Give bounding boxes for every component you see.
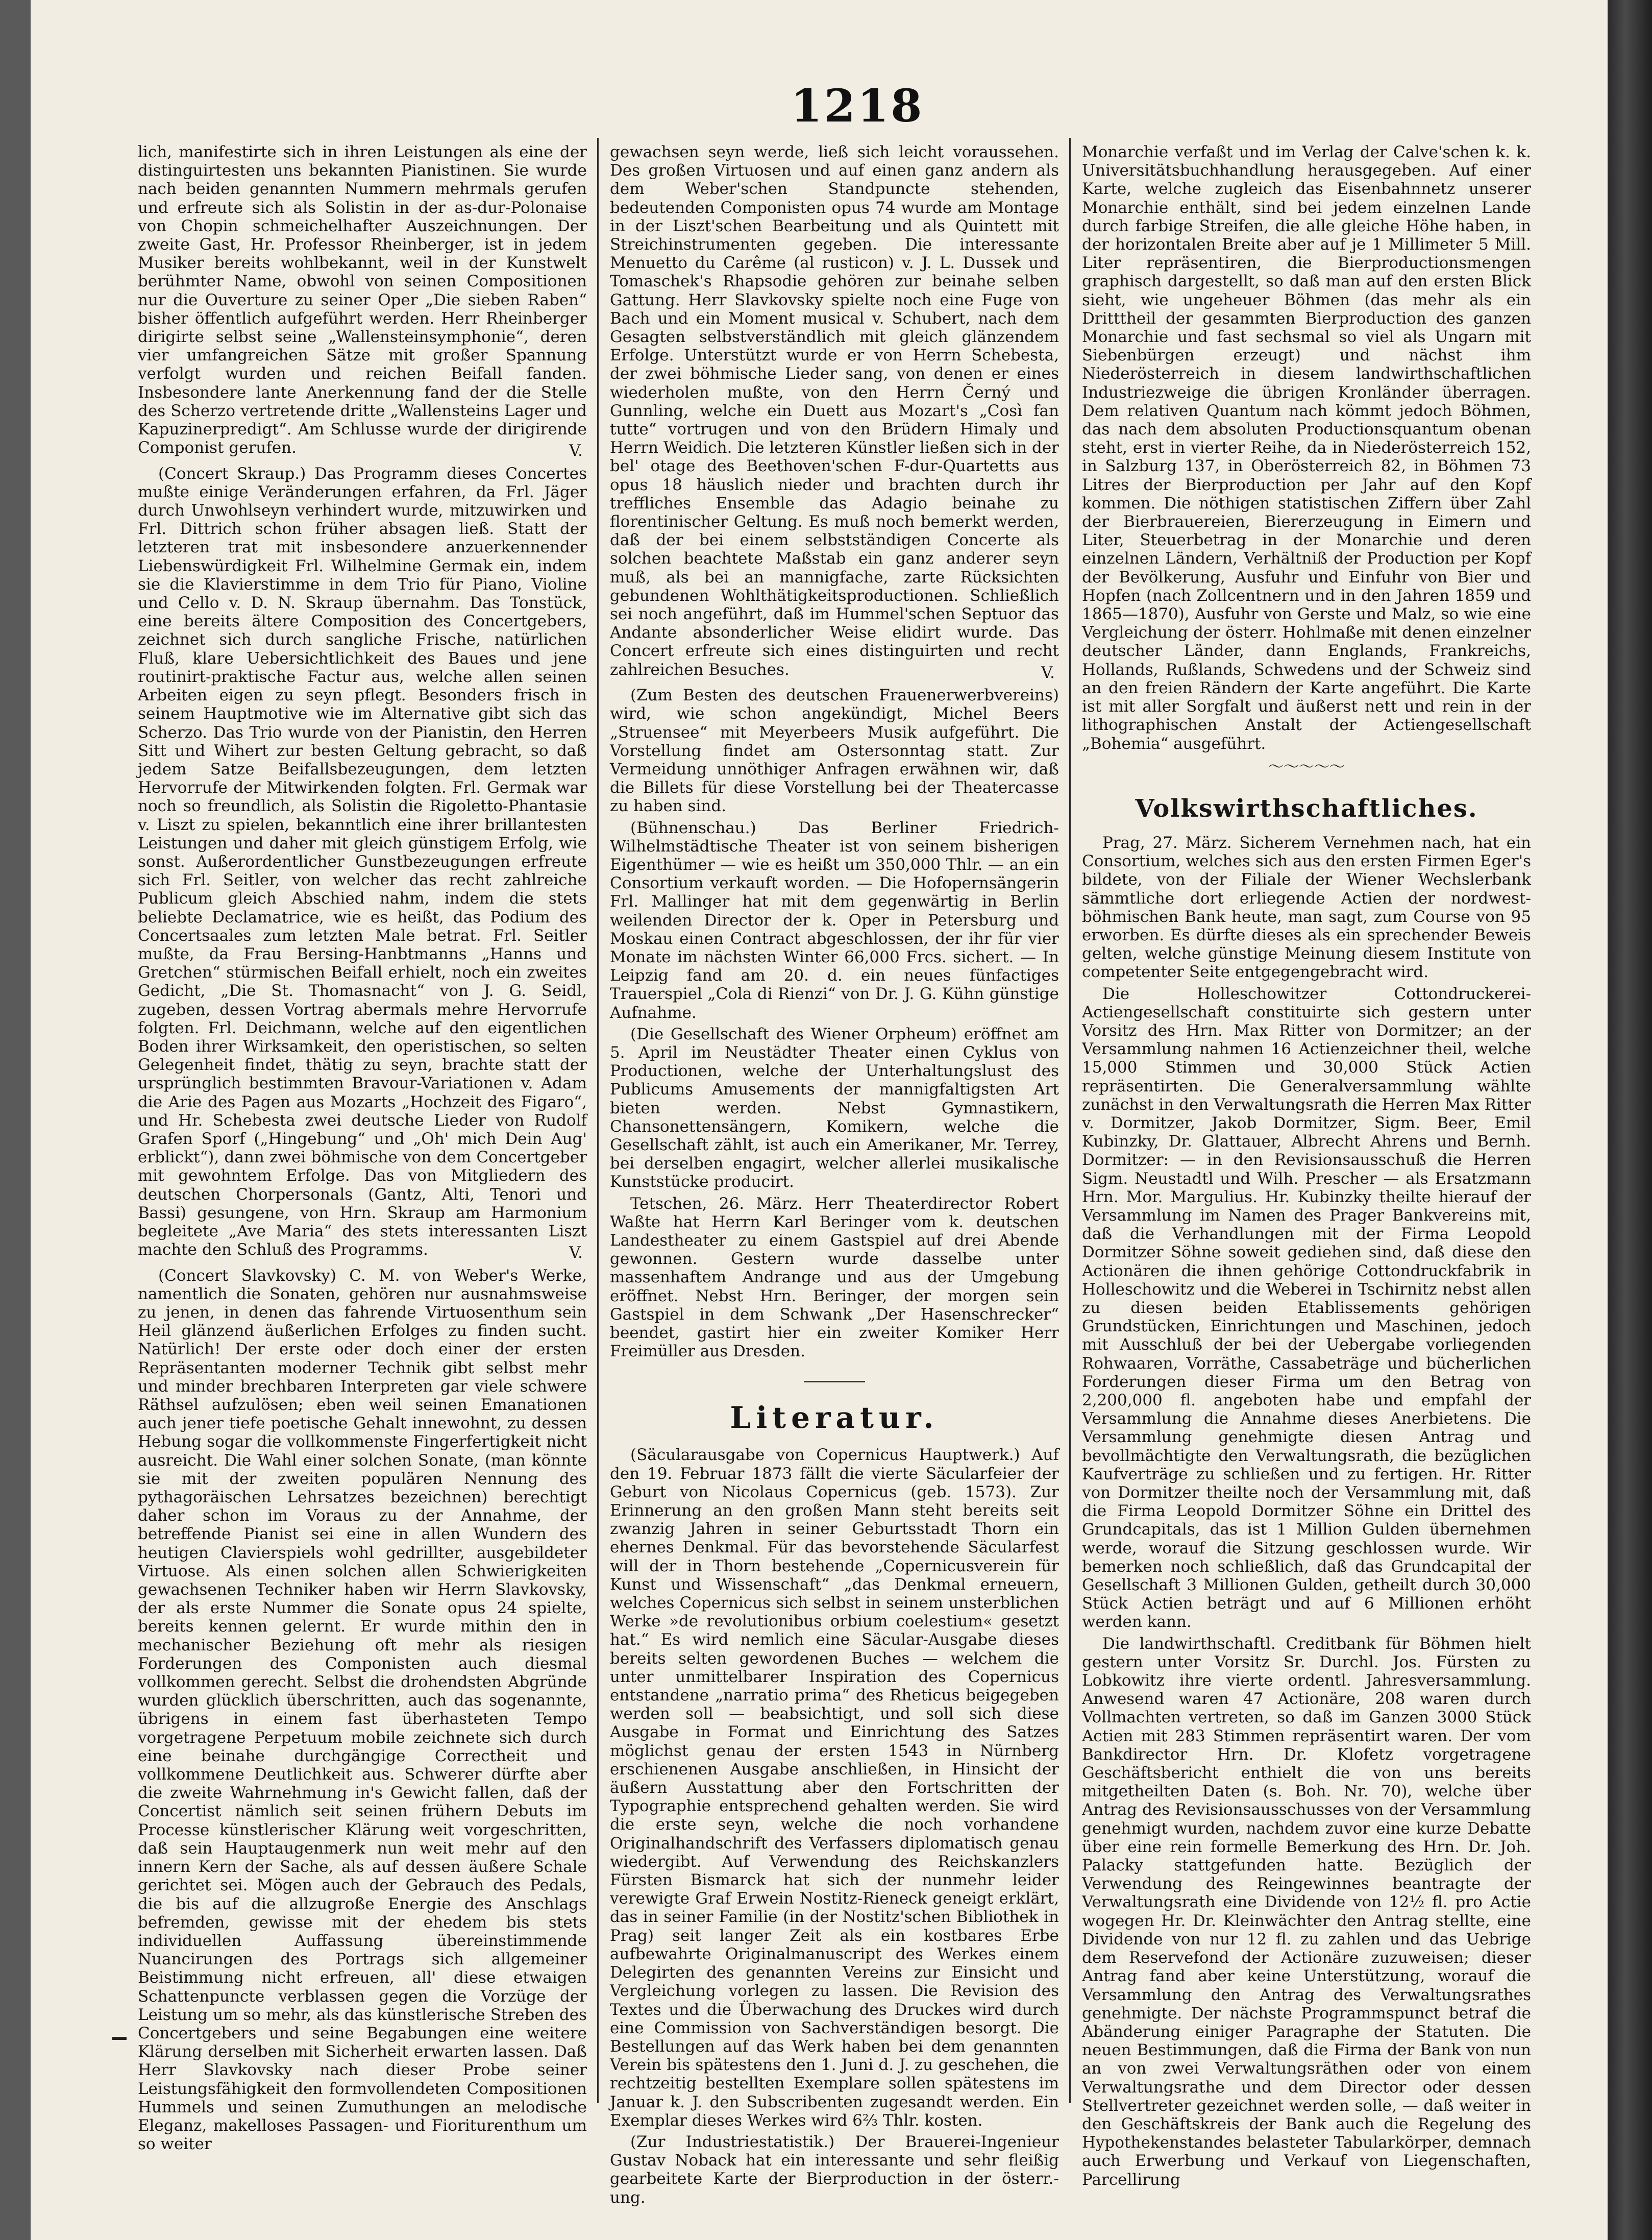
article-orpheum: (Die Gesellschaft des Wiener Orpheum) eröffnet am 5. April im Neustädter Theater einen Cyklus von Productionen, welche der Unterhaltungslust des Publicums Amusements der mannigfaltigsten Art bieten werden. Nebst Gymnastikern, Chansonettensängern, Komikern, welche die Gesellschaft zählt, ist auch ein Amerikaner, Mr. Terrey, bei derselben engagirt, welcher allerlei musikalische Kunststücke producirt. (610, 1025, 1059, 1191)
text-column-3 (1082, 143, 1531, 2189)
article-holleschowitz: Die Holleschowitzer Cottondruckerei-Actiengesellschaft constituirte sich gestern unter Vorsitz des Hrn. Max Ritter von Dormitzer; an der Versammlung nahmen 16 Actienzeichner theil, welche 15,000 Stimmen und 30,000 Stück Actien repräsentirten. Die Generalversammlung wählte zunächst in den Verwaltungsrath die Herren Max Ritter v. Dormitzer, Jakob Dormitzer, Sigm. Beer, Emil Kubinzky, Dr. Glattauer, Albrecht Ahrens und Bernh. Dormitzer: — in den Revisionsausschuß die Herren Sigm. Neustadtl und Wilh. Prescher — als Ersatzmann Hrn. Mor. Margulius. Hr. Kubinzky theilte hierauf der Versammlung im Namen des Prager Bankvereins mit, daß die Verhandlungen mit der Firma Leopold Dormitzer Söhne soweit gediehen sind, daß diese den Actionären die ihnen gehörige Cottondruckfabrik in Holleschowitz und die Weberei in Tschirnitz nebst allen zu diesen beiden Etablissements gehörigen Grundstücken, Einrichtungen und Maschinen, jedoch mit Ausschluß der bei der Uebergabe vorliegenden Rohwaaren, Vorräthe, Cassabeträge und bücherlichen Forderungen dieser Firma um den Betrag von 2,200,000 fl. angeboten habe und empfahl der Versammlung die Annahme dieses Anerbietens. Die Versammlung genehmigte diesen Antrag und bevollmächtigte den Verwaltungsrath, die bezüglichen Kaufverträge zu schließen und zu fertigen. Hr. Ritter von Dormitzer theilte noch der Versammlung mit, daß die Firma Leopold Dormitzer Söhne ein Drittel des Grundcapitals, das ist 1 Million Gulden übernehmen werde, worauf die Sitzung geschlossen wurde. Wir bemerken noch schließlich, daß das Grundcapital der Gesellschaft 3 Millionen Gulden, getheilt durch 30,000 Stück Actien beträgt und auf 6 Millionen erhöht werden kann. (1082, 984, 1531, 1632)
column-rule (597, 138, 599, 2103)
paragraph: Monarchie verfaßt und im Verlag der Calve'schen k. k. Universitätsbuchhandlung herausgegeben. Auf einer Karte, welche zugleich das Eisenbahnnetz unserer Monarchie enthält, sind bei jedem einzelnen Lande durch farbige Streifen, die alle gleiche Höhe haben, in der horizontalen Breite aber auf je 1 Millimeter 5 Mill. Liter repräsentiren, die Bierproductionsmengen graphisch dargestellt, so daß man auf den ersten Blick sieht, wie ungeheuer Böhmen (das mehr als ein Dritttheil der gesammten Bierproduction des ganzen Monarchie und fast sechsmal so viel als Ungarn mit Siebenbürgen erzeugt) und nächst ihm Niederösterreich in diesem landwirthschaftlichen Industriezweige die übrigen Kronländer überragen. Dem relativen Quantum nach kömmt jedoch Böhmen, das nach dem absoluten Productionsquantum obenan steht, erst in vierter Reihe, da in Niederösterreich 152, in Salzburg 137, in Oberösterreich 82, in Böhmen 73 Litres der Bierproduction per Jahr auf den Kopf kommen. Die nöthigen statistischen Ziffern über Zahl der Bierbrauereien, Biererzeugung in Eimern und Liter, Steuerbetrag in der Monarchie und deren einzelnen Ländern, Verhältniß der Production per Kopf der Bevölkerung, Ausfuhr und Einfuhr von Bier und Hopfen (nach Zollcentnern und in den Jahren 1859 und 1865—1870), Ausfuhr von Gerste und Malz, so wie eine Vergleichung der österr. Hohlmaße mit denen einzelner deutscher Länder, dann Englands, Frankreichs, Hollands, Rußlands, Schwedens und der Schweiz sind an den freien Rändern der Karte angeführt. Die Karte ist mit aller Sorgfalt und äußerst nett und rein in der lithographischen Anstalt der Actiengesellschaft „Bohemia“ ausgeführt. (1082, 143, 1531, 753)
text-column-1 (138, 143, 587, 2154)
paragraph: lich, manifestirte sich in ihren Leistungen als eine der distinguirtesten uns bekannten Pianistinen. Sie wurde nach beiden genannten Nummern mehrmals gerufen und erfreute sich als Solistin in der as-dur-Polonaise von Chopin schmeichelhafter Auszeichnungen. Der zweite Gast, Hr. Professor Rheinberger, ist in jedem Musiker bereits wohlbekannt, weil in der Kunstwelt berühmter Name, obwohl von seinen Compositionen nur die Ouverture zu seiner Oper „Die sieben Raben“ bisher öffentlich aufgeführt werden. Herr Rheinberger dirigirte selbst seine „Wallensteinsymphonie“, deren vier umfangreichen Sätze mit großer Spannung verfolgt wurden und reichen Beifall fanden. Insbesondere lante Anerkennung fand der die Stelle des Scherzo vertretende dritte „Wallensteins Lager und Kapuzinerpredigt“. Am Schlusse wurde der dirigirende Componist gerufen. (138, 143, 587, 457)
article-industriestatistik: (Zur Industriestatistik.) Der Brauerei-Ingenieur Gustav Noback hat ein interessante und sehr fleißig gearbeitete Karte der Bierproduction in der österr.-ung. (610, 2132, 1059, 2207)
article-concert-skraup: (Concert Skraup.) Das Programm dieses Concertes mußte einige Veränderungen erfahren, da Frl. Jäger durch Unwohlseyn verhindert wurde, mitzuwirken und Frl. Dittrich schon früher absagen ließ. Statt der letzteren trat mit insbesondere anzuerkennender Liebenswürdigkeit Frl. Wilhelmine Germak ein, indem sie die Klavierstimme in dem Trio für Piano, Violine und Cello v. D. N. Skraup übernahm. Das Tonstück, eine bereits ältere Composition des Concertgebers, zeichnet sich durch sangliche Frische, natürlichen Fluß, klare Uebersichtlichkeit des Baues und jene routinirt-praktische Factur aus, welche allen seinen Arbeiten eigen zu seyn pflegt. Besonders frisch in seinem Hauptmotive wie im Alternative gibt sich das Scherzo. Das Trio wurde von der Pianistin, den Herren Sitt und Wihert zur besten Geltung gebracht, so daß jedem Satze Beifallsbezeugungen, dem letzten Hervorrufe der Mitwirkenden folgten. Frl. Germak war noch so freundlich, als Solistin die Rigoletto-Phantasie v. Liszt zu spielen, bekanntlich eine ihrer brillantesten Leistungen und daher mit gleich günstigem Erfolg, wie sonst. Außerordentlicher Gunstbezeugungen erfreute sich Frl. Seitler, von welcher das recht zahlreiche Publicum gleich Abschied nahm, indem die stets beliebte Declamatrice, wie es heißt, das Podium des Concertsaales zum letzten Male betrat. Frl. Seitler mußte, da Frau Bersing-Hanbtmanns „Hanns und Gretchen“ stürmischen Beifall erhielt, noch ein zweites Gedicht, „Die St. Thomasnacht“ von J. G. Seidl, zugeben, dessen Vortrag abermals mehre Hervorrufe folgten. Frl. Deichmann, welche auf den eigentlichen Boden ihrer Wirksamkeit, den operistischen, so selten Gelegenheit findet, thätig zu seyn, brachte statt der ursprünglich bestimmten Bravour-Variationen v. Adam die Arie des Pagen aus Mozarts „Hochzeit des Figaro“, und Hr. Schebesta zwei deutsche Lieder von Rudolf Grafen Sporf („Hingebung“ und „Oh' mich Dein Aug' erblickt“), dann zwei böhmische von dem Concertgeber mit gewohntem Erfolge. Das von Mitgliedern des deutschen Chorpersonals (Gantz, Alti, Tenori und Bassi) gesungene, von Hrn. Skraup am Harmonium begleitete „Ave Maria“ des stets interessanten Liszt machte den Schluß des Programms. (138, 464, 587, 1259)
section-heading-literatur: Literatur. (730, 1400, 939, 1435)
column-rule (1069, 138, 1071, 2103)
article-copernicus: (Säcularausgabe von Copernicus Hauptwerk.) Auf den 19. Februar 1873 fällt die vierte Säcularfeier der Geburt von Nicolaus Copernicus (geb. 1573). Zur Erinnerung an den großen Mann steht bereits seit zwanzig Jahren in seiner Geburtsstadt Thorn ein ehernes Denkmal. Für das bevorstehende Säcularfest will der in Thorn bestehende „Copernicusverein für Kunst und Wissenschaft“ „das Denkmal erneuern, welches Copernicus sich selbst in seinem unsterblichen Werke »de revolutionibus orbium coelestium« gesetzt hat.“ Es wird nemlich eine Säcular-Ausgabe dieses bereits selten gewordenen Buches — welchem die unter unmittelbarer Inspiration des Copernicus entstandene „narratio prima“ des Rheticus beigegeben werden soll — beabsichtigt, und soll sich diese Ausgabe in Format und Einrichtung des Satzes möglichst genau der ersten 1543 in Nürnberg erschienenen Ausgabe anschließen, in Hinsicht der äußern Ausstattung aber den Fortschritten der Typographie entsprechend gehalten werden. Sie wird die erste seyn, welche die noch vorhandene Originalhandschrift des Verfassers diplomatisch genau wiedergibt. Auf Verwendung des Reichskanzlers Fürsten Bismarck hat sich der nunmehr leider verewigte Graf Erwein Nostitz-Rieneck geneigt erklärt, das in seiner Familie (in der Nostitz'schen Bibliothek in Prag) seit langer Zeit als ein kostbares Erbe aufbewahrte Originalmanuscript des Werkes einem Delegirten des genannten Vereins zur Einsicht und Vergleichung vorlegen zu lassen. Die Revision des Textes und die Überwachung des Druckes wird durch eine Commission von Sachverständigen besorgt. Die Bestellungen auf das Werk haben bei dem genannten Verein bis spätestens den 1. Juni d. J. zu geschehen, die rechtzeitig bestellten Exemplare sollen spätestens im Januar k. J. den Subscribenten zugesandt werden. Ein Exemplar dieses Werkes wird 6⅔ Thlr. kosten. (610, 1446, 1059, 2130)
page-number: 1218 (791, 79, 924, 132)
margin-mark (112, 2037, 127, 2040)
section-divider (804, 1381, 865, 1382)
text-column-2 (610, 143, 1059, 2207)
paragraph: gewachsen seyn werde, ließ sich leicht voraussehen. Des großen Virtuosen und auf einen ganz andern als dem Weber'schen Standpuncte stehenden, bedeutenden Componisten opus 74 wurde am Montage in der Liszt'schen Bearbeitung und als Quintett mit Streichinstrumenten gegeben. Die interessante Menuetto du Carême (al rusticon) v. J. L. Dussek und Tomaschek's Rhapsodie gehören zur beinahe selben Gattung. Herr Slavkovsky spielte noch eine Fuge von Bach und ein Moment musical v. Schubert, nach dem Gesagten selbstverständlich mit gleich glänzendem Erfolge. Unterstützt wurde er von Herrn Schebesta, der zwei böhmische Lieder sang, von denen er eines wiederholen mußte, von den Herrn Černý und Gunnling, welche ein Duett aus Mozart's „Così fan tutte“ vortrugen und von den Brüdern Himaly und Herrn Weidich. Die letzteren Künstler ließen sich in der bel' otage des Beethoven'schen F-dur-Quartetts aus opus 18 häuslich nieder und brachten durch ihr treffliches Ensemble das Adagio beinahe zu florentinischer Geltung. Es muß noch bemerkt werden, daß der bei einem selbstständigen Concerte als solchen beachtete Maßstab ein ganz anderer seyn muß, als bei an mannigfache, zarte Rücksichten gebundenen Wohlthätigkeitsproductionen. Schließlich sei noch angeführt, daß im Hummel'schen Septuor das Andante absonderlicher Weise elidirt wurde. Das Concert erfreute sich eines distinguirten und recht zahlreichen Besuches. (610, 143, 1059, 679)
newspaper-page (31, 0, 1608, 2240)
article-creditbank: Die landwirthschaftl. Creditbank für Böhmen hielt gestern unter Vorsitz Sr. Durchl. Jos. Fürsten zu Lobkowitz ihre vierte ordentl. Jahresversammlung. Anwesend waren 47 Actionäre, 208 waren durch Vollmachten vertreten, so daß im Ganzen 3000 Stück Actien mit 283 Stimmen repräsentirt waren. Der vom Bankdirector Hrn. Dr. Klofetz vorgetragene Geschäftsbericht enthielt die von uns bereits mitgetheilten Daten (s. Boh. Nr. 70), welche über Antrag des Revisionsausschusses von der Versammlung genehmigt wurden, nachdem zuvor eine kurze Debatte über eine rein formelle Bemerkung des Hrn. Dr. Joh. Palacky stattgefunden hatte. Bezüglich der Verwendung des Reingewinnes beantragte der Verwaltungsrath eine Dividende von 12½ fl. pro Actie wogegen Hr. Dr. Kleinwächter den Antrag stellte, eine Dividende von nur 12 fl. zu zahlen und das Uebrige dem Reservefond der Actionäre zuzuweisen; dieser Antrag fand aber keine Unterstützung, worauf die Versammlung den Antrag des Verwaltungsrathes genehmigte. Der nächste Programmspunct betraf die Abänderung einiger Paragraphe der Statuten. Die neuen Bestimmungen, daß die Firma der Bank von nun an von zwei Verwaltungsräthen oder von einem Verwaltungsrathe und dem Director oder dessen Stellvertreter gezeichnet werden solle, — daß weiter in den Geschäftskreis der Bank auch die Regelung des Hypothekenstandes belasteter Tabularkörper, demnach auch Erwerbung und Verkauf von Liegenschaften, Parcellirung (1082, 1634, 1531, 2189)
author-signature: V. (569, 1244, 583, 1262)
article-buehnenschau: (Bühnenschau.) Das Berliner Friedrich-Wilhelmstädtische Theater ist von seinem bisherigen Eigenthümer — wie es heißt um 350,000 Thlr. — an ein Consortium verkauft worden. — Die Hofopernsängerin Frl. Mallinger hat mit dem gegenwärtig in Berlin weilenden Director der k. Oper in Petersburg und Moskau einen Contract abgeschlossen, der ihr für vier Monate im nächsten Winter 66,000 Frcs. sichert. — In Leipzig fand am 20. d. ein neues fünfactiges Trauerspiel „Cola di Rienzi“ von Dr. J. G. Kühn günstige Aufnahme. (610, 818, 1059, 1022)
ornament-divider: ～～～～～ (1268, 758, 1345, 776)
section-heading-volkswirthschaftliches: Volkswirthschaftliches. (1135, 794, 1478, 823)
scan-edge-shadow (1608, 0, 1652, 2240)
article-prag-consortium: Prag, 27. März. Sicherem Vernehmen nach, hat ein Consortium, welches sich aus den ersten Firmen Eger's bildete, von der Filiale der Wiener Wechslerbank sämmtliche dort erliegende Actien der nordwest-böhmischen Bank heute, man sagt, zum Course von 95 erworben. Es dürfte dieses als ein sprechender Beweis gelten, welche günstige Meinung diesem Institute von competenter Seite entgegengebracht wird. (1082, 833, 1531, 982)
author-signature: V. (569, 442, 583, 460)
article-concert-slavkovsky: (Concert Slavkovsky) C. M. von Weber's Werke, namentlich die Sonaten, gehören nur ausnahmsweise zu jenen, in denen das fahrende Virtuosenthum sein Heil glänzend äußerlichen Erfolges zu finden sucht. Natürlich! Der erste oder doch einer der ersten Repräsentanten moderner Technik gibt selbst mehr und minder brechbaren Interpreten gar viele schwere Räthsel aufzulösen; eben weil seinen Emanationen auch jener tiefe poetische Gehalt innewohnt, zu dessen Hebung sogar die vollkommenste Fingerfertigkeit nicht ausreicht. Die Wahl einer solchen Sonate, (man könnte sie mit der zweiten populären Nennung des pythagoräischen Lehrsatzes bezeichnen) berechtigt daher schon im Voraus zu der Annahme, der betreffende Pianist sei eine in allen Wundern des heutigen Clavierspiels wohl gedrillter, ausgebildeter Virtuose. Als einen solchen allen Schwierigkeiten gewachsenen Techniker haben wir Herrn Slavkovsky, der als erste Nummer die Sonate opus 24 spielte, bereits kennen gelernt. Er wurde mithin den in mechanischer Beziehung oft mehr als riesigen Forderungen des Componisten auch diesmal vollkommen gerecht. Selbst die drohendsten Abgründe wurden glücklich überschritten, auch das sogenannte, übrigens in einem fast überhasteten Tempo vorgetragene Perpetuum mobile zeichnete sich durch eine beinahe durchgängige Correctheit und vollkommene Deutlichkeit aus. Schwerer dürfte aber die zweite Wahrnehmung in's Gewicht fallen, daß der Concertist nämlich seit seinen frühern Debuts im Processe künstlerischer Klärung weit vorgeschritten, daß sein Hauptaugenmerk nun weit mehr auf den innern Kern der Sache, als auf dessen äußere Schale gerichtet sei. Mögen auch der Gebrauch des Pedals, die bis auf die allzugroße Energie des Anschlags befremden, gewisse mit der ehedem bis stets individuellen Auffassung übereinstimmende Nuancirungen des Portrags sich allgemeiner Beistimmung nicht erfreuen, all' diese etwaigen Schattenpuncte verblassen gegen die Vorzüge der Leistung um so mehr, als das künstlerische Streben des Concertgebers und seine Begabungen eine weitere Klärung derselben mit Sicherheit erwarten lassen. Daß Herr Slavkovsky nach dieser Probe seiner Leistungsfähigkeit den formvollendeten Compositionen Hummels und seinen Zumuthungen an melodische Eleganz, makelloses Passagen- und Fioriturenthum um so weiter (138, 1266, 587, 2154)
article-tetschen: Tetschen, 26. März. Herr Theaterdirector Robert Waßte hat Herrn Karl Beringer vom k. deutschen Landestheater zu einem Gastspiel auf drei Abende gewonnen. Gestern wurde dasselbe unter massenhaftem Andrange und aus der Umgebung eröffnet. Nebst Hrn. Beringer, der morgen sein Gastspiel in dem Schwank „Der Hasenschrecker“ beendet, gastirt hier ein zweiter Komiker Herr Freimüller aus Dresden. (610, 1194, 1059, 1361)
author-signature: V. (1041, 663, 1055, 682)
article-frauenerwerbverein: (Zum Besten des deutschen Frauenerwerbvereins) wird, wie schon angekündigt, Michel Beers „Struensee“ mit Meyerbeers Musik aufgeführt. Die Vorstellung findet am Ostersonntag statt. Zur Vermeidung unnöthiger Anfragen erwähnen wir, daß die Billets für diese Vorstellung bei der Theatercasse zu haben sind. (610, 686, 1059, 816)
